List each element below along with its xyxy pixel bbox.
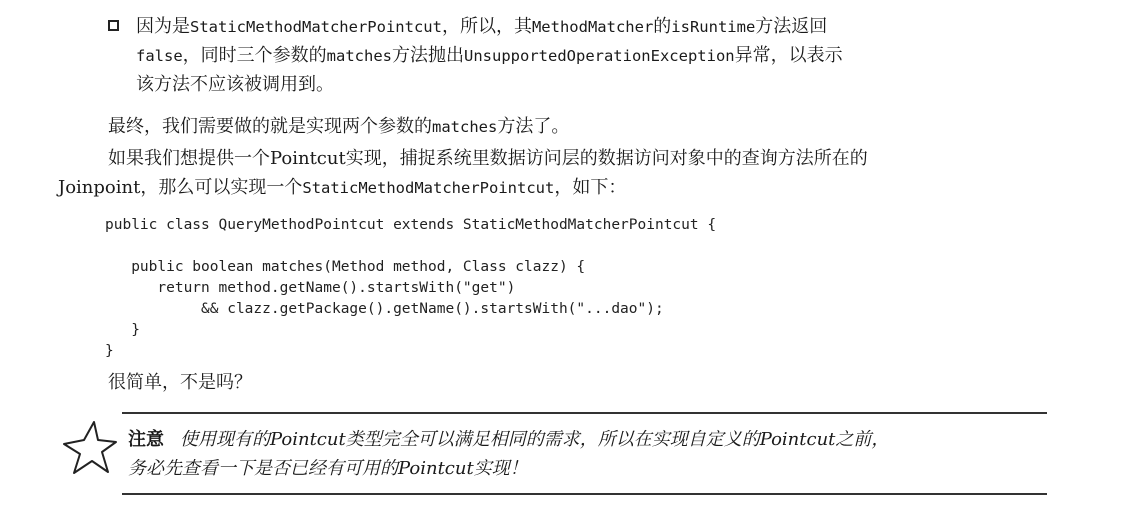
intro-paragraph-line-2 bbox=[58, 173, 626, 203]
paragraph-text: 最终，我们需要做的就是实现两个参数的 bbox=[108, 116, 432, 137]
code-line: } bbox=[105, 322, 140, 338]
paragraph-text: 方法了。 bbox=[497, 116, 570, 137]
note-line-2: 务必先查看一下是否已经有可用的Pointcut实现！ bbox=[128, 458, 528, 479]
bullet-text: 异常，以表示 bbox=[734, 45, 843, 66]
inline-code: isRuntime bbox=[671, 18, 756, 36]
note-line-1 bbox=[128, 426, 889, 454]
inline-code: matches bbox=[432, 118, 498, 136]
code-line: public class QueryMethodPointcut extends StaticMethodMatcherPointcut { bbox=[105, 217, 717, 233]
code-line: return method.getName().startsWith("get") bbox=[105, 280, 516, 296]
inline-code: false bbox=[136, 47, 183, 65]
code-line: public boolean matches(Method method, Class clazz) { bbox=[105, 259, 586, 275]
intro-paragraph-line-1: 如果我们想提供一个Pointcut实现，捕捉系统里数据访问层的数据访问对象中的查询方法所在的 bbox=[108, 148, 868, 169]
paragraph-text: Joinpoint，那么可以实现一个 bbox=[58, 177, 303, 198]
note-text: 使用现有的Pointcut类型完全可以满足相同的需求，所以在实现自定义的Pointcut之前， bbox=[180, 429, 890, 450]
star-icon bbox=[58, 418, 120, 480]
inline-code: StaticMethodMatcherPointcut bbox=[190, 18, 442, 36]
code-block bbox=[105, 215, 716, 362]
bullet-text: 的 bbox=[653, 16, 672, 37]
note-bottom-rule bbox=[122, 493, 1047, 495]
bullet-text: ，所以，其 bbox=[441, 16, 532, 37]
bullet-text: ，同时三个参数的 bbox=[182, 45, 327, 66]
code-line bbox=[105, 236, 716, 257]
inline-code: UnsupportedOperationException bbox=[464, 47, 735, 65]
bullet-text: 因为是 bbox=[136, 16, 190, 37]
note-label: 注意 bbox=[128, 429, 164, 450]
bullet-text: 方法抛出 bbox=[392, 45, 464, 66]
inline-code: MethodMatcher bbox=[531, 18, 654, 36]
simple-paragraph: 很简单，不是吗？ bbox=[108, 372, 252, 393]
checkbox-bullet-icon bbox=[108, 20, 119, 31]
bullet-line-2 bbox=[136, 41, 843, 71]
note-top-rule bbox=[122, 412, 1047, 414]
code-line: } bbox=[105, 343, 114, 359]
bullet-line-3: 该方法不应该被调用到。 bbox=[136, 74, 334, 95]
bullet-line-1 bbox=[136, 12, 827, 42]
inline-code: StaticMethodMatcherPointcut bbox=[302, 179, 555, 197]
final-paragraph bbox=[108, 112, 569, 142]
bullet-text: 方法返回 bbox=[755, 16, 828, 37]
inline-code: matches bbox=[326, 47, 392, 65]
paragraph-text: ，如下： bbox=[554, 177, 627, 198]
code-line: && clazz.getPackage().getName().startsWith("...dao"); bbox=[105, 301, 664, 317]
